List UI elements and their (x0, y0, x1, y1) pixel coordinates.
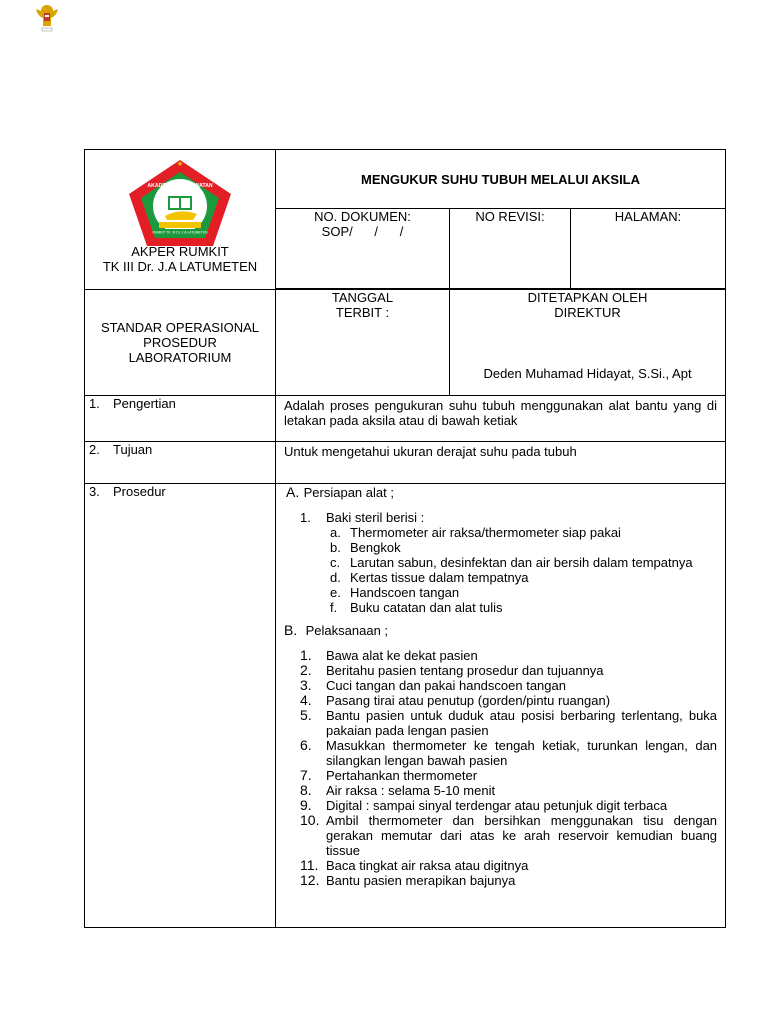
sop-table (84, 149, 726, 928)
no-dokumen-cell (276, 209, 450, 289)
section-a-letter: A. (286, 484, 300, 500)
prosedur-label: Prosedur (113, 484, 166, 499)
sop-name-line3: LABORATORIUM (128, 350, 232, 365)
prosedur-content (276, 484, 726, 928)
ditetapkan-cell (450, 290, 726, 396)
prosedur-label-cell (85, 484, 276, 928)
procedure-step: 3. Cuci tangan dan pakai handscoen tangan (300, 677, 566, 693)
list-item: a. Thermometer air raksa/thermometer siap pakai (330, 525, 621, 540)
list-item: c. Larutan sabun, desinfektan dan air bersih dalam tempatnya (330, 555, 693, 570)
logo-banner-text: RUMKIT TK. III Dr. J.A LATUMETEN (152, 230, 208, 235)
row-number: 2. (89, 442, 100, 457)
tanggal-line2: TERBIT : (335, 305, 390, 320)
halaman-label: HALAMAN: (614, 209, 682, 224)
sop-name-cell (85, 290, 276, 396)
section-b-title: Pelaksanaan ; (305, 623, 389, 638)
svg-text:★: ★ (176, 161, 184, 168)
row-number: 1. (89, 396, 100, 411)
procedure-step: 11. Baca tingkat air raksa atau digitnya (300, 857, 529, 873)
ditetapkan-line2: DIREKTUR (554, 305, 621, 320)
pengertian-label: Pengertian (113, 396, 176, 411)
tujuan-label: Tujuan (113, 442, 153, 457)
institution-cell (85, 150, 276, 290)
akper-logo-icon (125, 156, 235, 248)
pengertian-text: Adalah proses pengukuran suhu tubuh menggunakan alat bantu yang di letakan pada aksila atau di bawah ketiak (276, 396, 726, 442)
procedure-step: 6. Masukkan thermometer ke tengah ketiak, turunkan lengan, dan silangkan lengan bawah pasien (300, 737, 718, 768)
logo-arc-text: AKADEMI KEPERAWATAN (147, 183, 213, 189)
no-dokumen-label: NO. DOKUMEN: (314, 209, 411, 224)
section-a-title: Persiapan alat ; (303, 485, 394, 500)
signatory-name: Deden Muhamad Hidayat, S.Si., Apt (483, 366, 692, 381)
procedure-step: 10. Ambil thermometer dan bersihkan menggunakan tisu dengan gerakan memutar dari atas ke arah reservoir kemudian buang tissue (300, 812, 718, 858)
procedure-step: 4. Pasang tirai atau penutup (gorden/pintu ruangan) (300, 692, 611, 708)
row-number: 3. (89, 484, 100, 499)
org-name-line1: AKPER RUMKIT (131, 244, 229, 259)
list-item: f. Buku catatan dan alat tulis (330, 600, 503, 615)
equipment-list (284, 510, 717, 525)
halaman-cell (571, 209, 726, 289)
procedure-step: 12. Bantu pasien merapikan bajunya (300, 872, 516, 888)
procedure-step: 8. Air raksa : selama 5-10 menit (300, 782, 496, 798)
list-item: d. Kertas tissue dalam tempatnya (330, 570, 529, 585)
list-item: b. Bengkok (330, 540, 401, 555)
document-title: MENGUKUR SUHU TUBUH MELALUI AKSILA (276, 150, 726, 209)
tujuan-label-cell (85, 442, 276, 484)
pengertian-label-cell (85, 396, 276, 442)
sop-name-line2: PROSEDUR (143, 335, 217, 350)
list-item: e. Handscoen tangan (330, 585, 460, 600)
org-name-line2: TK III Dr. J.A LATUMETEN (102, 259, 258, 274)
section-a-heading (284, 485, 717, 500)
tujuan-text: Untuk mengetahui ukuran derajat suhu pada tubuh (276, 442, 726, 484)
section-b-letter: B. (284, 622, 298, 638)
procedure-step: 7. Pertahankan thermometer (300, 767, 478, 783)
procedure-step: 1. Bawa alat ke dekat pasien (300, 647, 478, 663)
no-revisi-label: NO REVISI: (475, 209, 545, 224)
garuda-emblem-icon (33, 2, 61, 34)
procedure-step: 9. Digital : sampai sinyal terdengar atau petunjuk digit terbaca (300, 797, 668, 813)
list-item: 1. Baki steril berisi : (300, 510, 425, 525)
procedure-step: 2. Beritahu pasien tentang prosedur dan tujuannya (300, 662, 604, 678)
no-dokumen-value: SOP/ / / (321, 224, 404, 239)
procedure-steps-list (284, 648, 717, 888)
tanggal-terbit-cell (276, 290, 450, 396)
tanggal-line1: TANGGAL (331, 290, 394, 305)
section-b-heading (284, 623, 717, 638)
no-revisi-cell (450, 209, 571, 289)
equipment-sublist (284, 525, 717, 615)
ditetapkan-line1: DITETAPKAN OLEH (527, 290, 648, 305)
procedure-step: 5. Bantu pasien untuk duduk atau posisi berbaring terlentang, buka pakaian pada lengan pasien (300, 707, 718, 738)
sop-name-line1: STANDAR OPERASIONAL (101, 320, 259, 335)
